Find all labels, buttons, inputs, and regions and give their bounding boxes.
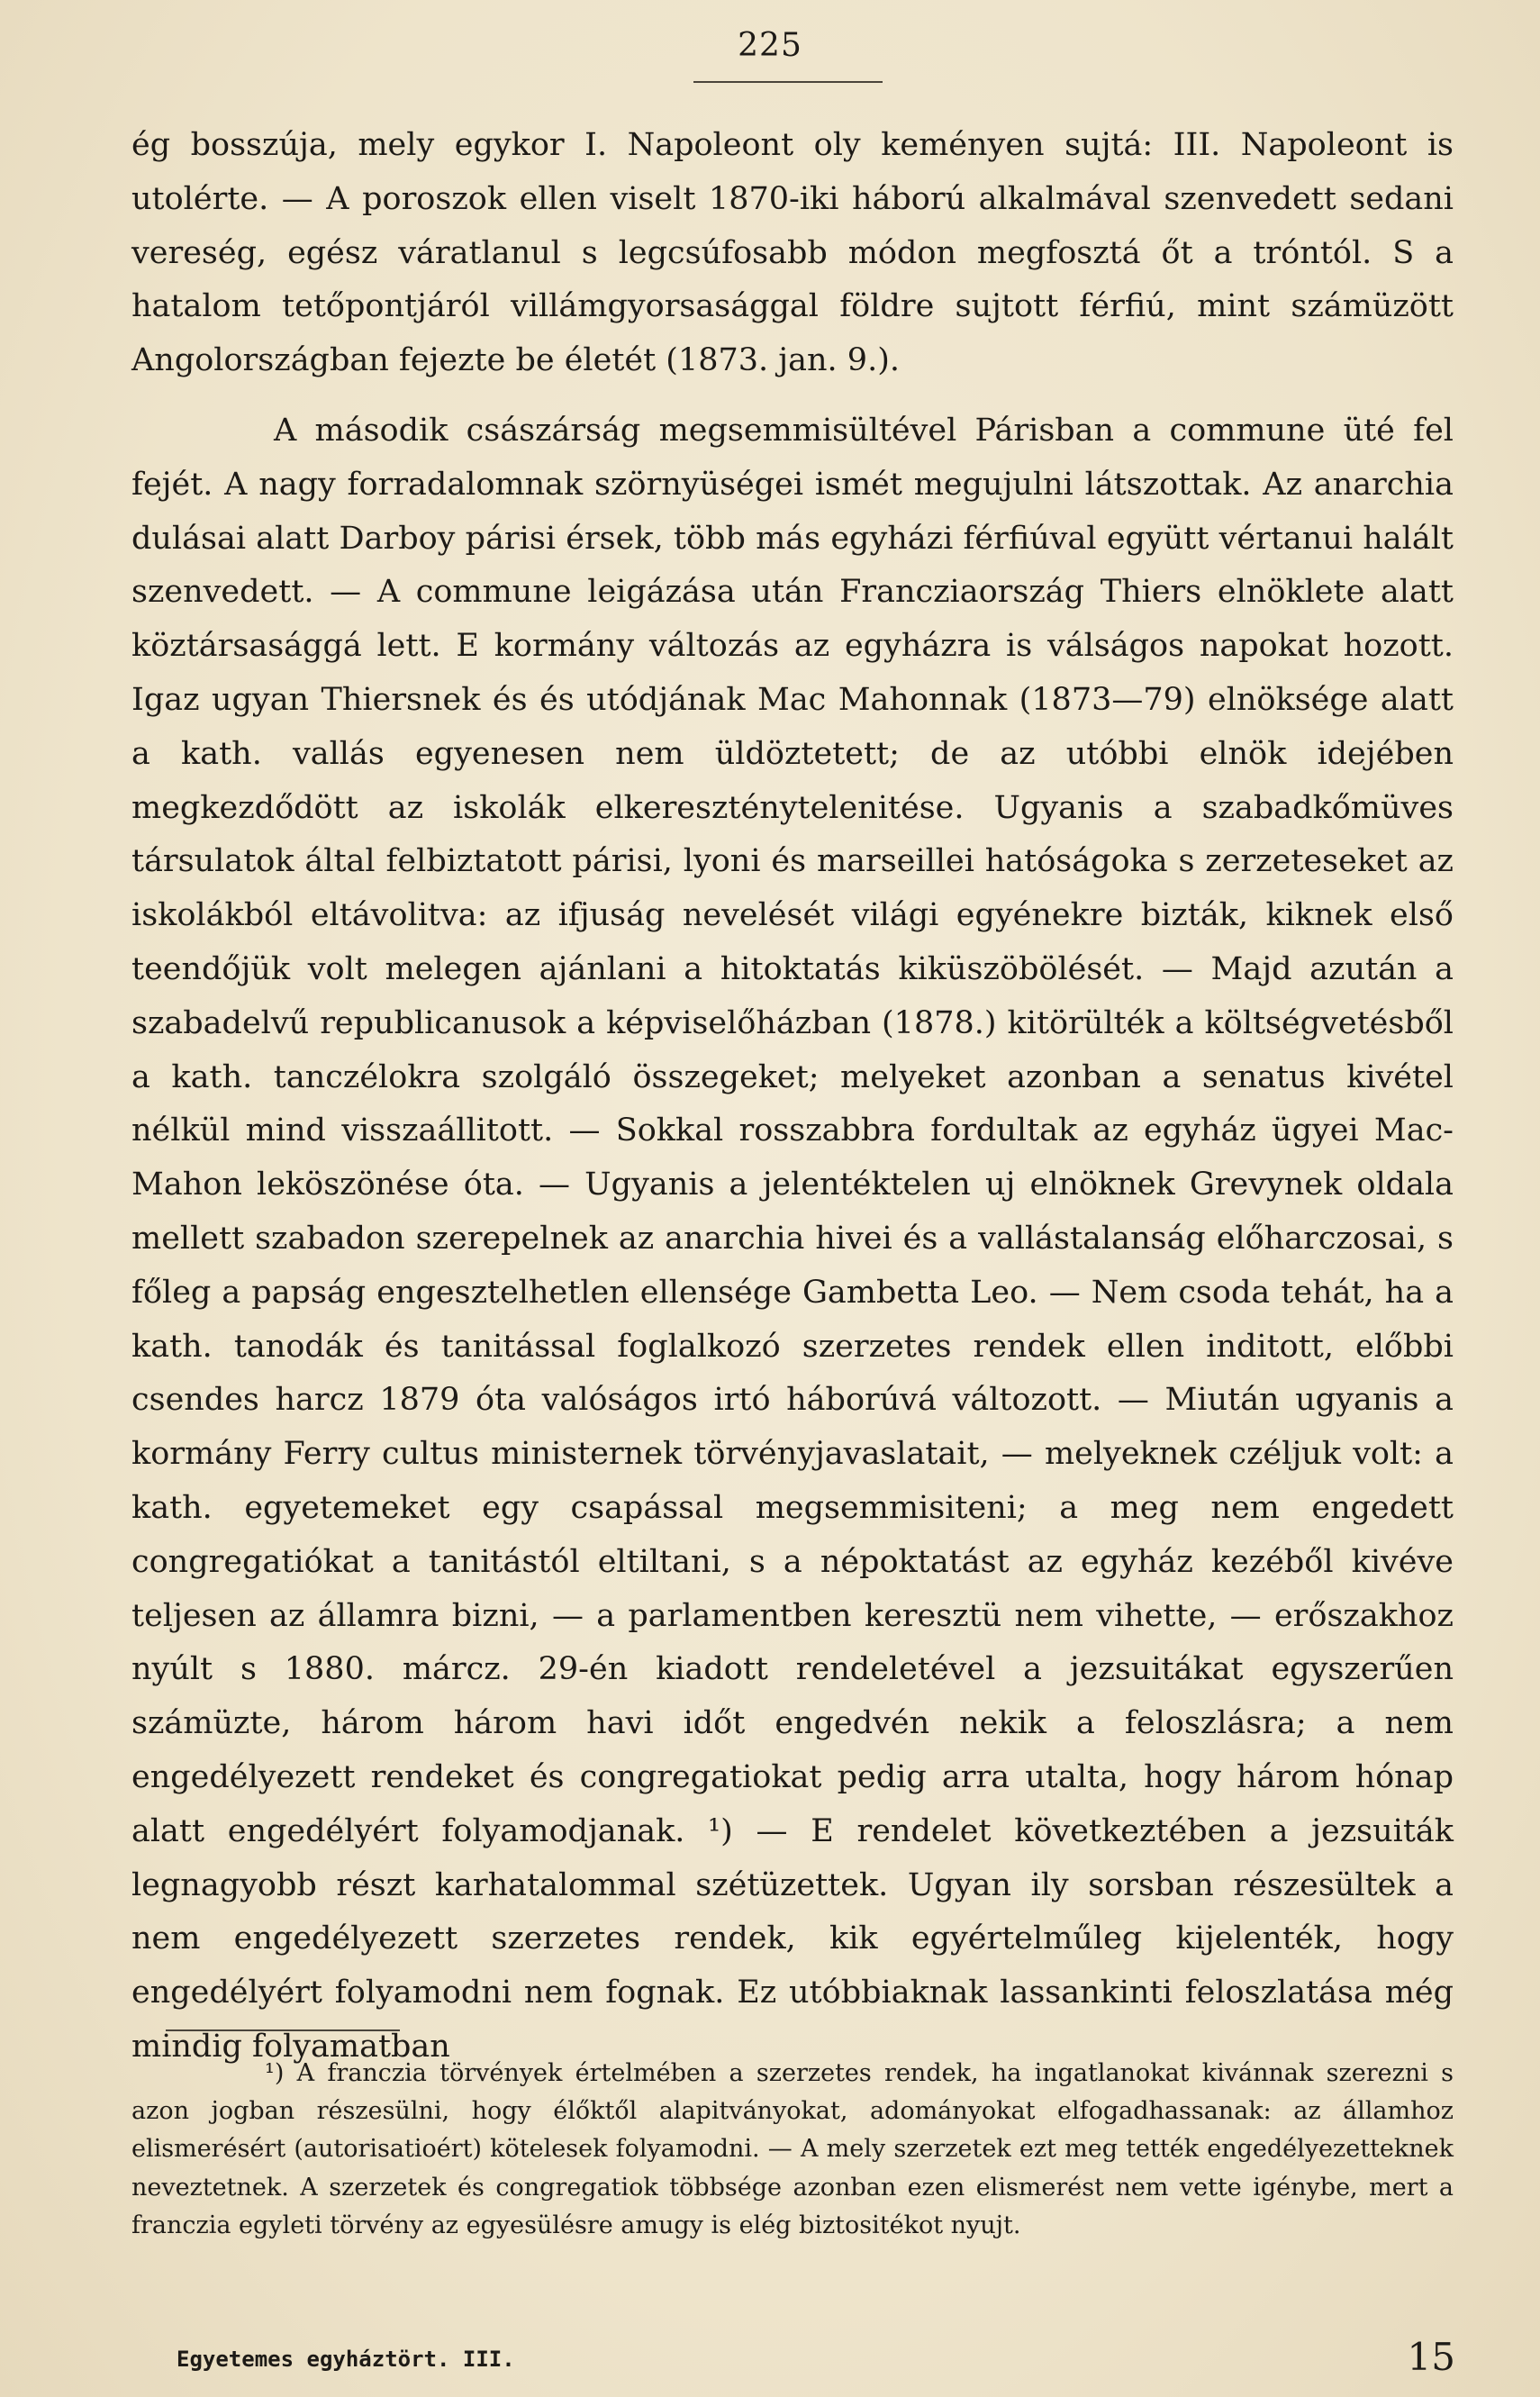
footnote-rule xyxy=(166,2029,400,2031)
sheet-number: 15 xyxy=(1407,2335,1455,2379)
paragraph-1: ég bosszúja, mely egykor I. Napoleont oly keményen sujtá: III. Napoleont is utolérte. — A poroszok ellen viselt 1870-iki háború alkalmával szenvedett sedani vereség, egész váratlanul s legcsúfosabb módon megfosztá őt a tróntól. S a hatalom tetőpontjáról villámgyorsasággal földre sujtott férfiú, mint számüzött Angolországban fejezte be életét (1873. jan. 9.). xyxy=(131,127,1454,379)
footnote-text: ¹) A franczia törvények értelmében a szerzetes rendek, ha ingatlanokat kivánnak szerezni s azon jogban részesülni, hogy élőktől alapitványokat, adományokat elfogadhassanak: az államhoz elismerésért (autorisatioért) kötelesek folyamodni. — A mely szerzetek ezt meg tették engedélyezetteknek neveztetnek. A szerzetek és congregatiok többsége azonban ezen elismerést nem vette igénybe, mert a franczia egyleti törvény az egyesülésre amugy is elég biztositékot nyujt. xyxy=(131,2059,1454,2239)
page-footer xyxy=(177,2329,1455,2379)
main-text xyxy=(131,119,1454,2075)
paragraph-2: A második császárság megsemmisültével Párisban a commune üté fel fejét. A nagy forradalomnak szörnyüségei ismét megujulni látszottak. Az anarchia dulásai alatt Darboy párisi érsek, több más egyházi férfiúval együtt vértanui halált szenvedett. — A commune leigázása után Francziaország Thiers elnöklete alatt köztársasággá lett. E kormány változás az egyházra is válságos napokat hozott. Igaz ugyan Thiersnek és és utódjának Mac Mahonnak (1873—79) elnöksége alatt a kath. vallás egyenesen nem üldöztetett; de az utóbbi elnök idejében megkezdődött az iskolák elkereszténytelenitése. Ugyanis a szabadkőmüves társulatok által felbiztatott párisi, lyoni és marseillei hatóságoka s zerzeteseket az iskolákból eltávolitva: az ifjuság nevelését világi egyénekre bizták, kiknek első teendőjük volt melegen ajánlani a hitoktatás kiküszöbölését. — Majd azután a szabadelvű republicanusok a képviselőházban (1878.) kitörülték a költségvetésből a kath. tanczélokra szolgáló összegeket; melyeket azonban a senatus kivétel nélkül mind visszaállitott. — Sokkal rosszabbra fordultak az egyház ügyei Mac-Mahon leköszönése óta. — Ugyanis a jelentéktelen uj elnöknek Grevynek oldala mellett szabadon szerepelnek az anarchia hivei és a vallástalanság előharczosai, s főleg a papság engesztelhetlen ellensége Gambetta Leo. — Nem csoda tehát, ha a kath. tanodák és tanitással foglalkozó szerzetes rendek ellen inditott, előbbi csendes harcz 1879 óta valóságos irtó háborúvá változott. — Miután ugyanis a kormány Ferry cultus ministernek törvényjavaslatait, — melyeknek czéljuk volt: a kath. egyetemeket egy csapással megsemmisiteni; a meg nem engedett congregatiókat a tanitástól eltiltani, s a népoktatást az egyház kezéből kivéve teljesen az államra bizni, — a parlamentben keresztü nem vihette, — erőszakhoz nyúlt s 1880. márcz. 29-én kiadott rendeletével a jezsuitákat egyszerűen számüzte, három három havi időt engedvén nekik a feloszlásra; a nem engedélyezett rendeket és congregatiokat pedig arra utalta, hogy három hónap alatt engedélyért folyamodjanak. ¹) — E rendelet következtében a jezsuiták legnagyobb részt karhatalommal szétüzettek. Ugyan ily sorsban részesültek a nem engedélyezett szerzetes rendek, kik egyértelműleg kijelenték, hogy engedélyért folyamodni nem fognak. Ez utóbbiaknak lassankinti feloszlatása még mindig folyamatban xyxy=(131,412,1454,2065)
footnote xyxy=(131,2055,1454,2245)
signature-mark: Egyetemes egyháztört. III. xyxy=(177,2347,515,2372)
page-number: 225 xyxy=(738,27,802,64)
header-rule xyxy=(693,81,883,83)
